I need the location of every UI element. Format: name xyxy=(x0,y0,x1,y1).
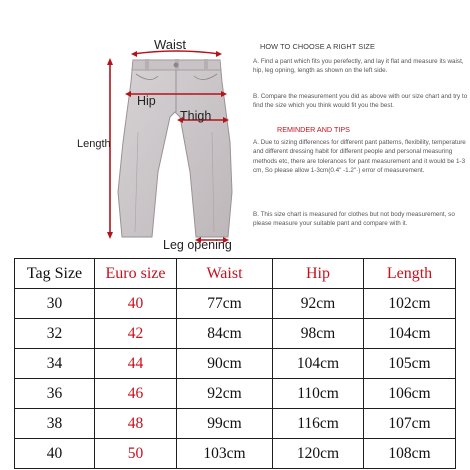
euro-size-cell: 50 xyxy=(95,439,177,469)
length-cell: 102cm xyxy=(364,289,456,319)
reminder-tip-b: B. This size chart is measured for clothes but not body measurement, so please measure your suitable pant and compare with it. xyxy=(253,211,455,228)
hip-cell: 116cm xyxy=(273,409,364,439)
table-row xyxy=(15,349,456,379)
waist-cell: 99cm xyxy=(177,409,273,439)
size-table-container xyxy=(14,258,455,462)
guide-step-a: A. Find a pant which fits you perefectly, and lay it flat and measure its waist, hip, leg opning, length as shown on the left side. xyxy=(253,58,464,75)
length-cell: 106cm xyxy=(364,379,456,409)
hip-cell: 120cm xyxy=(273,439,364,469)
reminder-tip-a: A. Due to sizing differences for different pant patterns, flexibility, temperature and different dressing habit for different people and personal measuring methods etc, there are tolerances for pant measurement and it would be 1-3 cm, So please allow 1-3cm(0.4" -1.2"·) error of measurement. xyxy=(253,139,466,174)
hip-cell: 92cm xyxy=(273,289,364,319)
header-euro-size: Euro size xyxy=(95,259,177,289)
tag-size-cell: 34 xyxy=(15,349,95,379)
length-cell: 104cm xyxy=(364,319,456,349)
waist-cell: 92cm xyxy=(177,379,273,409)
tag-size-cell: 38 xyxy=(15,409,95,439)
table-row xyxy=(15,379,456,409)
pants-illustration xyxy=(20,32,250,254)
length-cell: 108cm xyxy=(364,439,456,469)
table-row xyxy=(15,439,456,469)
table-header-row xyxy=(15,259,456,289)
length-label: Length xyxy=(77,138,111,150)
waist-label: Waist xyxy=(154,37,187,52)
tag-size-cell: 40 xyxy=(15,439,95,469)
leg-opening-label: Leg opening xyxy=(163,238,232,252)
table-row xyxy=(15,409,456,439)
guide-step-b: B. Compare the measurement you did as above with our size chart and try to find the size which you think would fit you the best. xyxy=(253,93,468,110)
waist-cell: 77cm xyxy=(177,289,273,319)
table-row xyxy=(15,319,456,349)
length-cell: 105cm xyxy=(364,349,456,379)
size-diagram xyxy=(20,32,468,254)
thigh-label: Thigh xyxy=(180,109,212,123)
euro-size-cell: 40 xyxy=(95,289,177,319)
length-cell: 107cm xyxy=(364,409,456,439)
header-hip: Hip xyxy=(273,259,364,289)
reminder-title: REMINDER AND TIPS xyxy=(277,125,350,134)
euro-size-cell: 42 xyxy=(95,319,177,349)
waist-cell: 90cm xyxy=(177,349,273,379)
hip-cell: 98cm xyxy=(273,319,364,349)
tag-size-cell: 36 xyxy=(15,379,95,409)
pants-shape xyxy=(118,60,232,237)
hip-label: Hip xyxy=(137,94,156,108)
tag-size-cell: 32 xyxy=(15,319,95,349)
waist-cell: 84cm xyxy=(177,319,273,349)
hip-cell: 104cm xyxy=(273,349,364,379)
waist-cell: 103cm xyxy=(177,439,273,469)
hip-cell: 110cm xyxy=(273,379,364,409)
table-row xyxy=(15,289,456,319)
header-length: Length xyxy=(364,259,456,289)
header-waist: Waist xyxy=(177,259,273,289)
guide-title: HOW TO CHOOSE A RIGHT SIZE xyxy=(260,42,375,51)
tag-size-cell: 30 xyxy=(15,289,95,319)
euro-size-cell: 48 xyxy=(95,409,177,439)
header-tag-size: Tag Size xyxy=(15,259,95,289)
euro-size-cell: 44 xyxy=(95,349,177,379)
euro-size-cell: 46 xyxy=(95,379,177,409)
size-table xyxy=(14,258,456,469)
